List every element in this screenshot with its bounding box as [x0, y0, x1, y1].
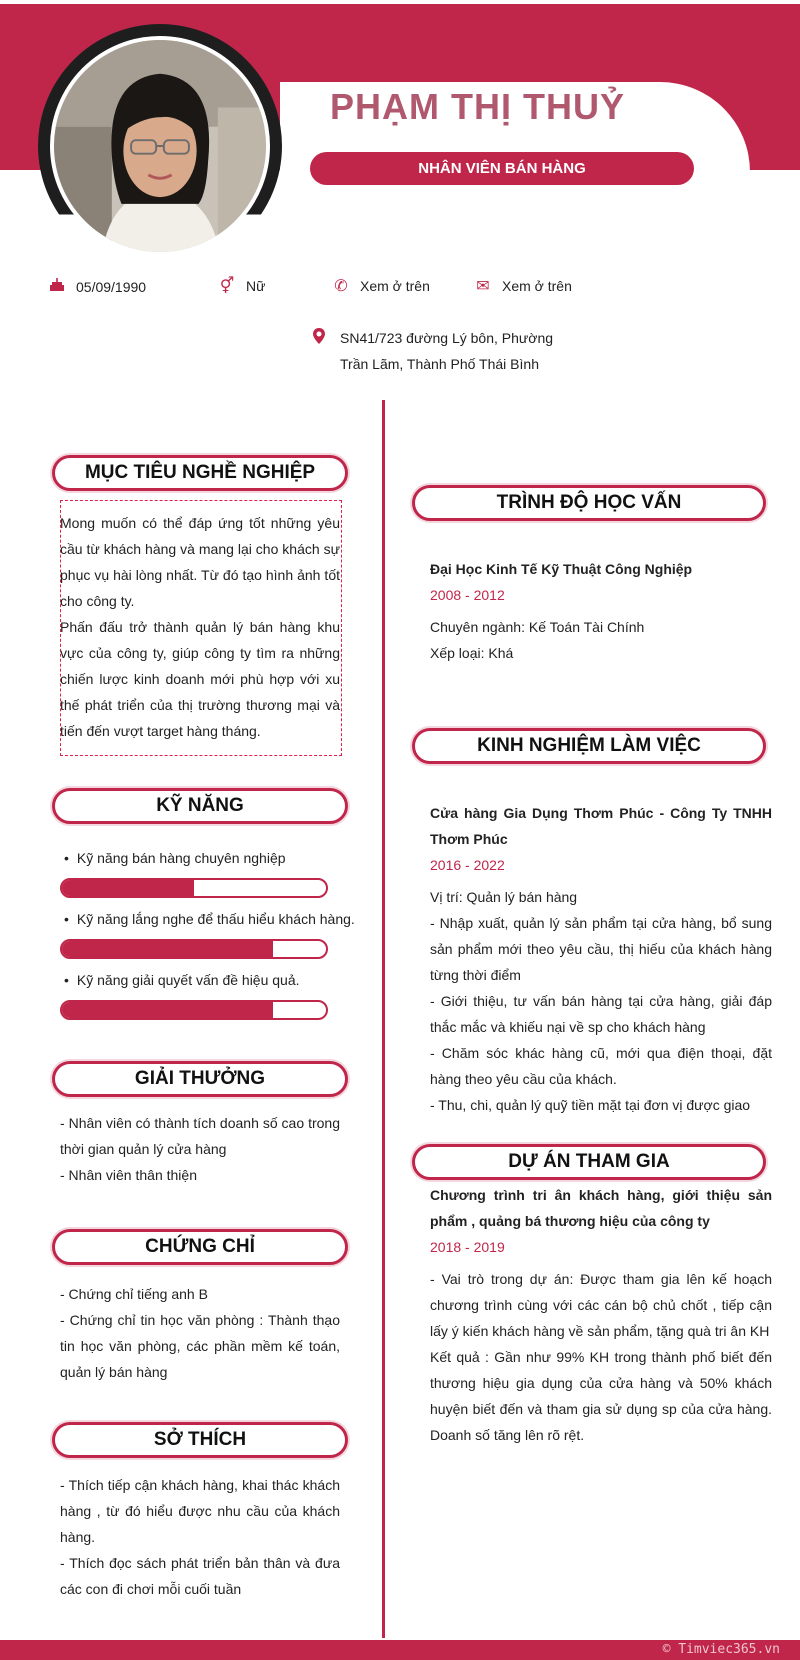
experience-title: KINH NGHIỆM LÀM VIỆC [412, 728, 766, 764]
skill-2-bar [60, 939, 328, 959]
contact-email [474, 276, 572, 296]
skill-2 [60, 911, 360, 927]
footer-watermark: © Timviec365.vn [662, 1642, 780, 1657]
gender-icon: ⚥ [219, 278, 235, 295]
email-value: Xem ở trên [502, 278, 572, 294]
education-block [430, 556, 772, 666]
hobbies-title: SỞ THÍCH [52, 1422, 348, 1458]
certificate-1: - Chứng chỉ tiếng anh B [60, 1286, 208, 1302]
project-desc-1: - Vai trò trong dự án: Được tham gia lên kế hoạch chương trình cùng với các cán bộ chủ chốt , tiếp cận lấy ý kiến khách hàng về sản phẩm, tặng quà tri ân KH [430, 1271, 772, 1339]
experience-duty-4: - Thu, chi, quản lý quỹ tiền mặt tại đơn vị được giao [430, 1097, 751, 1113]
birthday-value: 05/09/1990 [76, 278, 147, 295]
phone-icon: ✆ [334, 278, 348, 295]
cake-icon [48, 276, 66, 297]
avatar-portrait-image [54, 40, 266, 252]
projects-block [430, 1182, 772, 1448]
phone-value: Xem ở trên [360, 278, 430, 294]
experience-duty-1: - Nhập xuất, quản lý sản phẩm tại cửa hàng, bổ sung sản phẩm mới theo yêu cầu, thị hiếu của khách hàng từng thời điểm [430, 915, 772, 983]
skill-2-fill [62, 941, 273, 957]
awards-text [60, 1110, 340, 1188]
contact-address [310, 325, 553, 377]
experience-duty-3: - Chăm sóc khác hàng cũ, mới qua điện thoại, đặt hàng theo yêu cầu của khách. [430, 1045, 772, 1087]
skill-3-fill [62, 1002, 273, 1018]
address-line-2: Trần Lãm, Thành Phố Thái Bình [340, 356, 539, 372]
skill-1-fill [62, 880, 194, 896]
experience-block [430, 800, 772, 1118]
objective-para-2: Phấn đấu trở thành quản lý bán hàng khu vực của công ty, giúp công ty tìm ra những chiến lược kinh doanh mới phù hợp với xu thế phát triển của thị trường thương mại và tiến đến vượt target hàng tháng. [60, 619, 340, 739]
projects-title: DỰ ÁN THAM GIA [412, 1144, 766, 1180]
candidate-name: PHẠM THỊ THUỶ [330, 86, 625, 127]
education-title: TRÌNH ĐỘ HỌC VẤN [412, 485, 766, 521]
certificates-title: CHỨNG CHỈ [52, 1229, 348, 1265]
skill-3-bar [60, 1000, 328, 1020]
skill-1-label: • Kỹ năng bán hàng chuyên nghiệp [60, 850, 360, 866]
education-years: 2008 - 2012 [430, 587, 505, 603]
skill-3 [60, 972, 360, 988]
hobbies-text [60, 1472, 340, 1602]
experience-role: Vị trí: Quản lý bán hàng [430, 889, 578, 905]
skill-1 [60, 850, 360, 866]
address-line-1: SN41/723 đường Lý bôn, Phường [340, 330, 554, 346]
certificates-text [60, 1281, 340, 1385]
contact-birthday [48, 276, 146, 297]
project-name: Chương trình tri ân khách hàng, giới thiệu sản phẩm , quảng bá thương hiệu của công ty [430, 1187, 772, 1229]
gender-value: Nữ [246, 278, 266, 294]
award-1: - Nhân viên có thành tích doanh số cao trong thời gian quản lý cửa hàng [60, 1115, 340, 1157]
mail-icon: ✉ [476, 278, 490, 295]
project-desc-2: Kết quả : Gần như 99% KH trong thành phố biết đến thương hiệu gia dụng của cửa hàng và 50% khách huyện biết đến và tham gia sử dụng sp của cửa hàng. Doanh số tăng lên rõ rệt. [430, 1349, 772, 1443]
project-years: 2018 - 2019 [430, 1239, 505, 1255]
job-title-pill: NHÂN VIÊN BÁN HÀNG [310, 152, 694, 185]
experience-duty-2: - Giới thiệu, tư vấn bán hàng tại cửa hàng, giải đáp thắc mắc và khiếu nại về sp cho khách hàng [430, 993, 772, 1035]
avatar [50, 36, 270, 256]
objective-para-1: Mong muốn có thể đáp ứng tốt những yêu cầu từ khách hàng và mang lại cho khách sự phục vụ hài lòng nhất. Từ đó tạo hình ảnh tốt cho công ty. [60, 515, 340, 609]
map-pin-icon [310, 327, 328, 377]
education-school: Đại Học Kinh Tế Kỹ Thuật Công Nghiệp [430, 561, 693, 577]
contact-phone [332, 276, 430, 296]
hobby-1: - Thích tiếp cận khách hàng, khai thác khách hàng , từ đó hiểu được nhu cầu của khách hàng. [60, 1477, 340, 1545]
skill-1-bar [60, 878, 328, 898]
skill-3-label: • Kỹ năng giải quyết vấn đề hiệu quả. [60, 972, 360, 988]
experience-years: 2016 - 2022 [430, 857, 505, 873]
skills-title: KỸ NĂNG [52, 788, 348, 824]
contact-gender [218, 276, 265, 296]
education-major: Chuyên ngành: Kế Toán Tài Chính [430, 619, 645, 635]
awards-title: GIẢI THƯỞNG [52, 1061, 348, 1097]
column-divider [382, 400, 385, 1638]
experience-company: Cửa hàng Gia Dụng Thơm Phúc - Công Ty TNHH Thơm Phúc [430, 805, 772, 847]
top-strip [0, 0, 800, 4]
education-grade: Xếp loại: Khá [430, 645, 514, 661]
hobby-2: - Thích đọc sách phát triển bản thân và đưa các con đi chơi mỗi cuối tuần [60, 1555, 340, 1597]
award-2: - Nhân viên thân thiện [60, 1167, 197, 1183]
footer-bar [0, 1640, 800, 1660]
objective-title: MỤC TIÊU NGHỀ NGHIỆP [52, 455, 348, 491]
certificate-2: - Chứng chỉ tin học văn phòng : Thành thạo tin học văn phòng, các phần mềm kế toán, quản lý bán hàng [60, 1312, 340, 1380]
skill-2-label: • Kỹ năng lắng nghe để thấu hiểu khách hàng. [60, 911, 360, 927]
objective-text [60, 510, 340, 744]
